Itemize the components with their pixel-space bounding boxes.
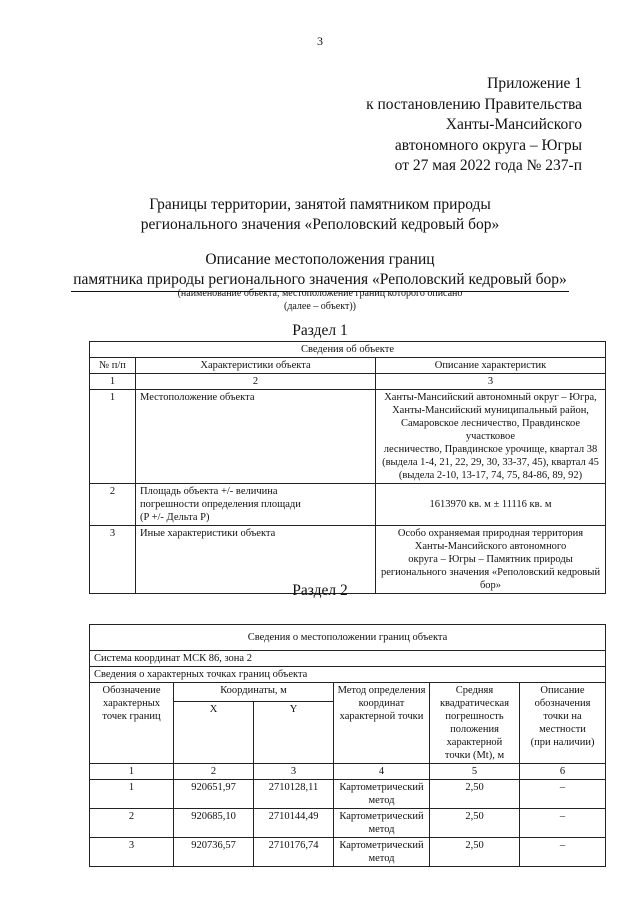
coord-y: 2710144,49 xyxy=(254,809,334,838)
column-header: Характеристики объекта xyxy=(136,358,376,374)
characteristic-name: Иные характеристики объекта xyxy=(136,526,376,594)
description-note-line: (наименование объекта, местоположение границ которого описано xyxy=(177,288,463,299)
header-line: точки (Mt), м xyxy=(444,750,505,761)
table-row xyxy=(90,390,606,484)
description-note-line: (далее – объект)) xyxy=(283,300,357,312)
value-line: (выдела 1-4, 21, 22, 29, 30, 33-37, 45), квартал 45 xyxy=(382,457,599,468)
method-line: Картометрический xyxy=(339,782,424,793)
description-note xyxy=(0,288,640,313)
header-line: Обозначение xyxy=(102,685,161,696)
page-number: 3 xyxy=(317,34,323,48)
appendix-line: Приложение 1 xyxy=(487,75,582,92)
value-line: округа – Югры – Памятник природы xyxy=(408,554,573,565)
index-cell: 5 xyxy=(430,764,520,780)
point-description: – xyxy=(520,809,606,838)
appendix-line: автономного округа – Югры xyxy=(394,136,582,154)
method-line: метод xyxy=(368,795,395,806)
row-number: 3 xyxy=(90,526,136,594)
index-cell: 2 xyxy=(136,374,376,390)
value-line: Ханты-Мансийского автономного xyxy=(414,541,567,552)
point-id: 2 xyxy=(90,809,174,838)
header-line: Описание xyxy=(540,685,585,696)
appendix-line: от 27 мая 2022 года № 237-п xyxy=(394,157,582,174)
method-line: Картометрический xyxy=(339,811,424,822)
header-line: координат xyxy=(358,698,405,709)
accuracy: 2,50 xyxy=(430,809,520,838)
appendix-line: к постановлению Правительства xyxy=(366,95,582,113)
document-title xyxy=(0,195,640,235)
header-line: характерных xyxy=(102,698,161,709)
header-line: Метод определения xyxy=(337,685,426,696)
table-row xyxy=(90,838,606,867)
header-x: X xyxy=(174,702,254,764)
index-cell: 2 xyxy=(174,764,254,780)
value-line: лесничество, Правдинское урочище, квартал 38 xyxy=(383,444,598,455)
coordinate-system: Система координат МСК 86, зона 2 xyxy=(90,651,606,667)
header-line: точки на xyxy=(543,711,582,722)
value-line: (выдела 2-10, 13-17, 74, 75, 84-86, 89, 92) xyxy=(398,470,583,481)
method-line: метод xyxy=(368,853,395,864)
boundary-points-table xyxy=(89,624,606,867)
value-line: регионального значения «Реполовский кедровый xyxy=(380,567,601,578)
header-line: погрешность xyxy=(445,711,504,722)
section2-title: Раздел 2 xyxy=(292,582,348,599)
value-line: Самаровское лесничество, Правдинское участковое xyxy=(400,418,581,442)
document-title-line: Границы территории, занятой памятником природы xyxy=(149,196,491,213)
row-number: 2 xyxy=(90,484,136,526)
method xyxy=(334,838,430,867)
value-line: Ханты-Мансийский автономный округ – Югра, xyxy=(384,392,597,403)
index-cell: 1 xyxy=(90,374,136,390)
row-number: 1 xyxy=(90,390,136,484)
description-title-line: Описание местоположения границ xyxy=(205,251,435,268)
accuracy: 2,50 xyxy=(430,838,520,867)
description-title-underlined: памятника природы регионального значения «Реполовский кедровый бор» xyxy=(71,270,569,292)
header-line: точек границ xyxy=(102,711,161,722)
table-caption: Сведения о местоположении границ объекта xyxy=(90,625,606,651)
point-id: 3 xyxy=(90,838,174,867)
coord-x: 920651,97 xyxy=(174,780,254,809)
section1-title: Раздел 1 xyxy=(292,322,348,339)
characteristic-name: Местоположение объекта xyxy=(136,390,376,484)
index-cell: 6 xyxy=(520,764,606,780)
header-line: характерной точки xyxy=(339,711,424,722)
value-line: бор» xyxy=(479,580,502,591)
method-line: метод xyxy=(368,824,395,835)
index-cell: 1 xyxy=(90,764,174,780)
header-line: (при наличии) xyxy=(530,737,595,748)
coord-y: 2710128,11 xyxy=(254,780,334,809)
table-row xyxy=(90,484,606,526)
object-info-table xyxy=(89,341,606,594)
header-accuracy xyxy=(430,683,520,764)
value-line: Особо охраняемая природная территория xyxy=(397,528,584,539)
points-caption: Сведения о характерных точках границ объекта xyxy=(90,667,606,683)
accuracy: 2,50 xyxy=(430,780,520,809)
header-point xyxy=(90,683,174,764)
method-line: Картометрический xyxy=(339,840,424,851)
coord-x: 920736,57 xyxy=(174,838,254,867)
header-coordinates: Координаты, м xyxy=(174,683,334,702)
header-method xyxy=(334,683,430,764)
value-line: Ханты-Мансийский муниципальный район, xyxy=(392,405,589,416)
appendix-line: Ханты-Мансийского xyxy=(445,116,582,133)
coord-y: 2710176,74 xyxy=(254,838,334,867)
characteristic-name xyxy=(136,484,376,526)
appendix-block xyxy=(366,74,582,177)
point-description: – xyxy=(520,838,606,867)
header-line: обозначения xyxy=(534,698,591,709)
name-line: погрешности определения площади xyxy=(140,499,301,510)
table-row xyxy=(90,809,606,838)
column-header: № п/п xyxy=(90,358,136,374)
method xyxy=(334,809,430,838)
index-cell: 3 xyxy=(254,764,334,780)
header-line: местности xyxy=(539,724,586,735)
header-line: характерной xyxy=(446,737,503,748)
document-title-line: регионального значения «Реполовский кедровый бор» xyxy=(140,216,500,233)
header-y: Y xyxy=(254,702,334,764)
column-header: Описание характеристик xyxy=(376,358,606,374)
index-cell: 4 xyxy=(334,764,430,780)
index-cell: 3 xyxy=(376,374,606,390)
table-caption: Сведения об объекте xyxy=(90,342,606,358)
characteristic-value xyxy=(376,390,606,484)
table-row xyxy=(90,780,606,809)
characteristic-value: 1613970 кв. м ± 11116 кв. м xyxy=(376,484,606,526)
description-title xyxy=(0,250,640,292)
header-line: положения xyxy=(450,724,499,735)
coord-x: 920685,10 xyxy=(174,809,254,838)
method xyxy=(334,780,430,809)
header-line: квадратическая xyxy=(439,698,510,709)
point-id: 1 xyxy=(90,780,174,809)
header-line: Средняя xyxy=(455,685,494,696)
header-description xyxy=(520,683,606,764)
name-line: Площадь объекта +/- величина xyxy=(140,486,278,497)
point-description: – xyxy=(520,780,606,809)
name-line: (P +/- Дельта P) xyxy=(140,512,210,523)
